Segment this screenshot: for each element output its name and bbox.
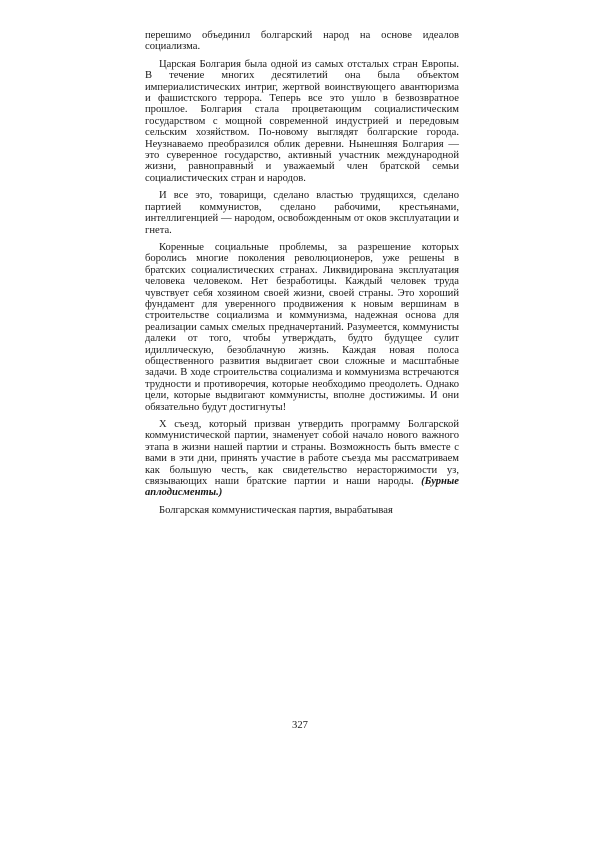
paragraph-bkp-developing: Болгарская коммунистическая партия, вырабатывая xyxy=(159,504,393,516)
paragraph-continuation: перешимо объединил болгарский народ на основе идеалов социализма. xyxy=(145,30,459,53)
paragraph-social-problems: Коренные социальные проблемы, за разрешение которых боролись многие поколения революционеров, уже решены в братских социалистических странах. Ликвидирована эксплуатация человека человеком. Нет безработицы. Каждый человек труда чувствует себя хозяином своей жизни, своей страны. Это хороший фундамент для уверенного продвижения к новым вершинам в строительстве социализма и коммунизма, надежная основа для реализации самых смелых предначертаний. Разумеется, коммунисты далеки от того, чтобы утверждать, будто будущее сулит идиллическую, безоблачную жизнь. Каждая новая полоса общественного развития выдвигает свои сложные и масштабные задачи. В ходе строительства социализма и коммунизма встречаются трудности и противоречия, которые необходимо преодолеть. Однако цели, которые выдвигают коммунисты, вполне достижимы. И они обязательно будут достигнуты! xyxy=(145,241,459,413)
paragraph-tenth-congress-text: X съезд, который призван утвердить программу Болгарской коммунистической партии, знаменует собой начало нового важного этапа в жизни нашей партии и страны. Возможность быть вместе с вами в эти дни, принять участие в работе съезда мы рассматриваем как большую честь, как свидетельство нерасторжимости уз, связывающих наши братские партии и наши народы. xyxy=(145,419,459,488)
page-number: 327 xyxy=(292,720,308,731)
applause-remark: (Бурные аплодисменты.) xyxy=(145,476,459,499)
paragraph-tsarist-bulgaria: Царская Болгария была одной из самых отсталых стран Европы. В течение многих десятилетий она была объектом империалистических интриг, жертвой воинствующего авантюризма и фашистского террора. Теперь все это ушло в безвозвратное прошлое. Болгария стала процветающим социалистическим государством с мощной современной индустрией и передовым сельским хозяйством. По-новому выглядят болгарские города. Неузнаваемо преобразился облик деревни. Нынешняя Болгария — это суверенное государство, активный участник международной жизни, равноправный и уважаемый член братской семьи социалистических стран и народов. xyxy=(145,58,459,184)
paragraph-all-this-comrades: И все это, товарищи, сделано властью трудящихся, сделано партией коммунистов, сделано рабочими, крестьянами, интеллигенцией — народом, освобожденным от оков эксплуатации и гнета. xyxy=(145,190,459,236)
paragraph-tenth-congress xyxy=(145,419,459,499)
body-text xyxy=(145,30,459,516)
